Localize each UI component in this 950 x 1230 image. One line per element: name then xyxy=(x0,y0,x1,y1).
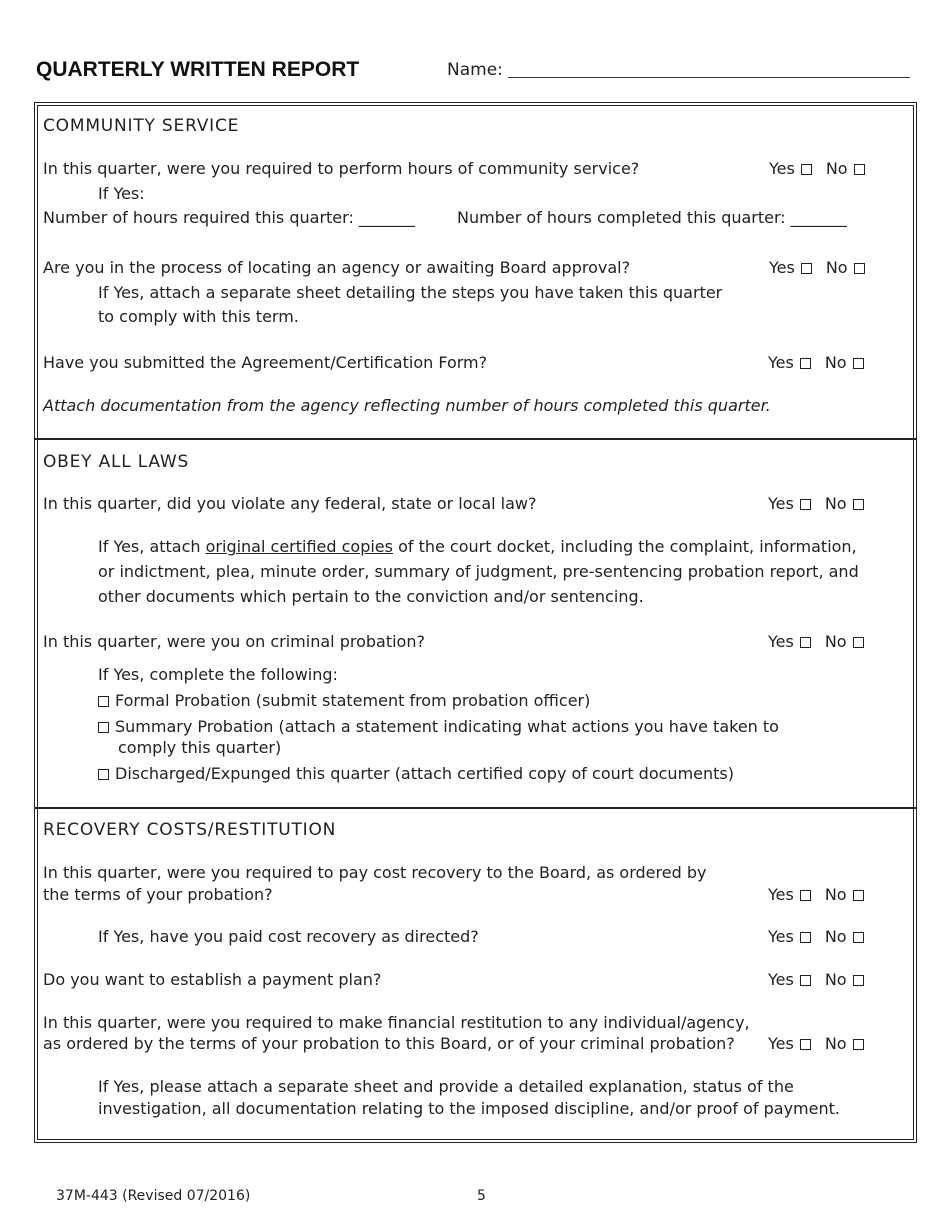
no-checkbox[interactable] xyxy=(853,932,864,943)
instruction-text: If Yes, please attach a separate sheet and provide a detailed explanation, status of the xyxy=(98,1077,794,1096)
discharged-expunged-checkbox[interactable] xyxy=(98,769,109,780)
yes-label: Yes xyxy=(768,353,794,372)
yes-checkbox[interactable] xyxy=(800,637,811,648)
section-divider xyxy=(34,438,917,440)
no-checkbox[interactable] xyxy=(853,975,864,986)
no-label: No xyxy=(824,885,847,904)
instruction-fragment: of the court docket, including the complaint, information, xyxy=(392,537,857,556)
option-label: Discharged/Expunged this quarter (attach certified copy of court documents) xyxy=(115,764,734,783)
section-heading-recovery-costs: RECOVERY COSTS/RESTITUTION xyxy=(43,820,337,840)
if-yes-label: If Yes: xyxy=(98,184,145,203)
yes-no-group xyxy=(768,927,864,946)
question-agreement-form: Have you submitted the Agreement/Certification Form? xyxy=(43,353,488,372)
no-checkbox[interactable] xyxy=(853,890,864,901)
instruction-text: or indictment, plea, minute order, summary of judgment, pre-sentencing probation report, and xyxy=(98,562,859,581)
section-heading-obey-all-laws: OBEY ALL LAWS xyxy=(43,452,190,472)
no-label: No xyxy=(824,494,847,513)
yes-label: Yes xyxy=(769,159,795,178)
option-label-continued: comply this quarter) xyxy=(118,738,282,757)
question-paid-cost-recovery: If Yes, have you paid cost recovery as directed? xyxy=(98,927,479,946)
no-checkbox[interactable] xyxy=(853,499,864,510)
certified-copies-emphasis: original certified copies xyxy=(205,537,393,556)
question-payment-plan: Do you want to establish a payment plan? xyxy=(43,970,382,989)
no-checkbox[interactable] xyxy=(853,637,864,648)
no-checkbox[interactable] xyxy=(853,1039,864,1050)
formal-probation-checkbox[interactable] xyxy=(98,696,109,707)
yes-no-group xyxy=(768,353,864,372)
option-summary-probation xyxy=(98,717,779,736)
question-criminal-probation: In this quarter, were you on criminal probation? xyxy=(43,632,425,651)
option-label: Formal Probation (submit statement from probation officer) xyxy=(115,691,591,710)
form-id: 37M-443 (Revised 07/2016) xyxy=(56,1188,251,1204)
instruction-text: If Yes, complete the following: xyxy=(98,665,338,684)
yes-label: Yes xyxy=(768,632,794,651)
no-label: No xyxy=(825,159,848,178)
instruction-text: investigation, all documentation relating to the imposed discipline, and/or proof of payment. xyxy=(98,1099,840,1118)
yes-checkbox[interactable] xyxy=(800,1039,811,1050)
no-checkbox[interactable] xyxy=(854,263,865,274)
no-label: No xyxy=(824,970,847,989)
yes-checkbox[interactable] xyxy=(800,499,811,510)
no-label: No xyxy=(824,927,847,946)
yes-no-group xyxy=(768,494,864,513)
yes-label: Yes xyxy=(768,1034,794,1053)
no-label: No xyxy=(824,1034,847,1053)
section-divider xyxy=(34,807,917,809)
yes-no-group xyxy=(768,632,864,651)
yes-checkbox[interactable] xyxy=(800,358,811,369)
name-field[interactable] xyxy=(508,77,910,78)
question-community-service-required: In this quarter, were you required to perform hours of community service? xyxy=(43,159,640,178)
page-title: QUARTERLY WRITTEN REPORT xyxy=(36,58,360,81)
yes-no-group xyxy=(769,258,865,277)
instruction-text: If Yes, attach a separate sheet detailing the steps you have taken this quarter xyxy=(98,283,723,302)
yes-label: Yes xyxy=(769,258,795,277)
section-heading-community-service: COMMUNITY SERVICE xyxy=(43,116,240,136)
option-discharged-expunged xyxy=(98,764,734,783)
page-number: 5 xyxy=(477,1188,486,1204)
yes-checkbox[interactable] xyxy=(800,890,811,901)
yes-no-group xyxy=(768,970,864,989)
yes-checkbox[interactable] xyxy=(801,164,812,175)
yes-checkbox[interactable] xyxy=(800,975,811,986)
yes-checkbox[interactable] xyxy=(801,263,812,274)
no-label: No xyxy=(824,353,847,372)
no-checkbox[interactable] xyxy=(854,164,865,175)
no-label: No xyxy=(825,258,848,277)
hours-required-field[interactable]: Number of hours required this quarter: _______ xyxy=(43,208,415,227)
yes-no-group xyxy=(768,885,864,904)
yes-label: Yes xyxy=(768,970,794,989)
question-restitution: In this quarter, were you required to make financial restitution to any individual/agency, xyxy=(43,1013,750,1032)
instruction-text: to comply with this term. xyxy=(98,307,299,326)
question-cost-recovery-continued: the terms of your probation? xyxy=(43,885,273,904)
yes-label: Yes xyxy=(768,885,794,904)
question-restitution-continued: as ordered by the terms of your probation to this Board, or of your criminal probation? xyxy=(43,1034,735,1053)
option-formal-probation xyxy=(98,691,590,710)
yes-label: Yes xyxy=(768,494,794,513)
no-checkbox[interactable] xyxy=(853,358,864,369)
instruction-fragment: If Yes, attach xyxy=(98,537,206,556)
question-locating-agency: Are you in the process of locating an agency or awaiting Board approval? xyxy=(43,258,631,277)
yes-no-group xyxy=(769,159,865,178)
name-label: Name: xyxy=(447,60,503,80)
yes-no-group xyxy=(768,1034,864,1053)
instruction-text xyxy=(98,537,857,556)
option-label: Summary Probation (attach a statement indicating what actions you have taken to xyxy=(115,717,779,736)
summary-probation-checkbox[interactable] xyxy=(98,722,109,733)
no-label: No xyxy=(824,632,847,651)
instruction-text: other documents which pertain to the conviction and/or sentencing. xyxy=(98,587,644,606)
yes-label: Yes xyxy=(768,927,794,946)
question-violate-law: In this quarter, did you violate any federal, state or local law? xyxy=(43,494,537,513)
yes-checkbox[interactable] xyxy=(800,932,811,943)
question-cost-recovery: In this quarter, were you required to pay cost recovery to the Board, as ordered by xyxy=(43,863,707,882)
hours-completed-field[interactable]: Number of hours completed this quarter: _______ xyxy=(457,208,847,227)
attach-documentation-note: Attach documentation from the agency reflecting number of hours completed this quarter. xyxy=(43,396,771,415)
